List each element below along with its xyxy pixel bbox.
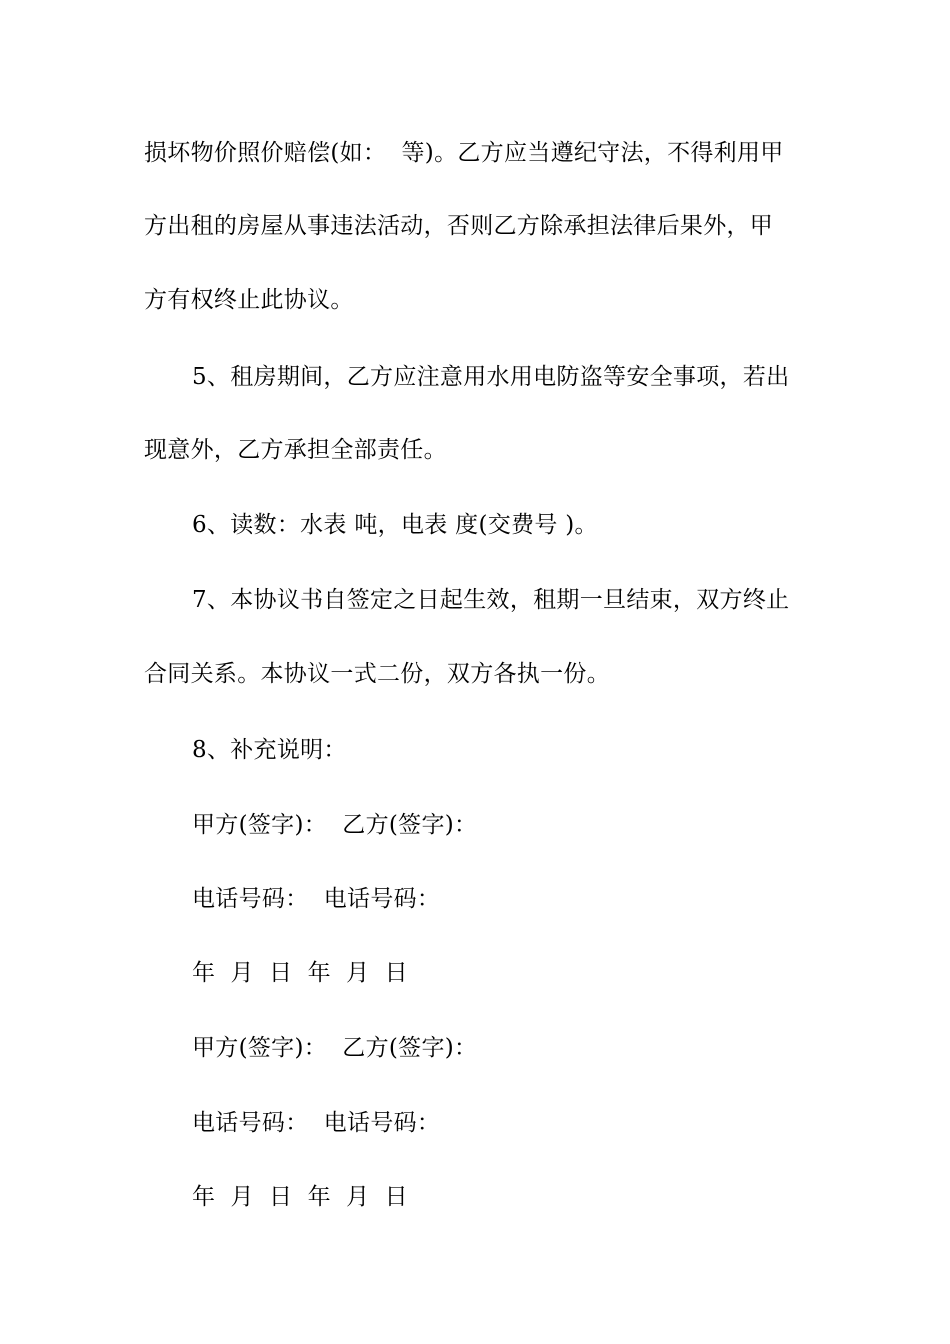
clause-5-line: 5、租房期间，乙方应注意用水用电防盗等安全事项，若出	[192, 364, 790, 390]
clause-6-line: 6、读数：水表 吨，电表 度(交费号 )。	[192, 512, 598, 538]
phone-line: 电话号码： 电话号码：	[192, 886, 441, 912]
paragraph-line: 损坏物价照价赔偿(如： 等)。乙方应当遵纪守法，不得利用甲	[144, 140, 784, 166]
date-line: 年 月 日 年 月 日	[192, 1184, 408, 1210]
signature-line: 甲方(签字)： 乙方(签字)：	[192, 812, 478, 838]
clause-7-line: 合同关系。本协议一式二份，双方各执一份。	[144, 661, 610, 687]
clause-8-line: 8、补充说明：	[192, 737, 347, 763]
clause-7-line: 7、本协议书自签定之日起生效，租期一旦结束，双方终止	[192, 587, 790, 613]
signature-line: 甲方(签字)： 乙方(签字)：	[192, 1035, 478, 1061]
clause-5-line: 现意外，乙方承担全部责任。	[144, 437, 447, 463]
date-line: 年 月 日 年 月 日	[192, 960, 408, 986]
paragraph-line: 方出租的房屋从事违法活动，否则乙方除承担法律后果外，甲	[144, 213, 774, 239]
phone-line: 电话号码： 电话号码：	[192, 1110, 441, 1136]
paragraph-line: 方有权终止此协议。	[144, 287, 354, 313]
